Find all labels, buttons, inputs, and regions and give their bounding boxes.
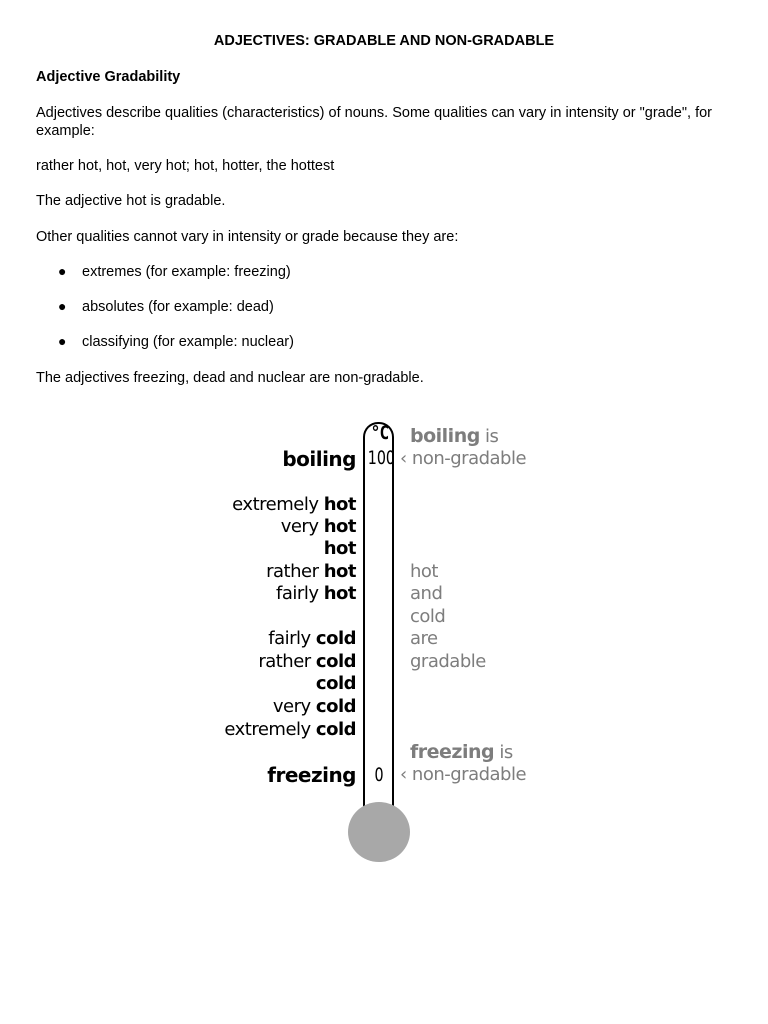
list-item: classifying (for example: nuclear) bbox=[82, 334, 294, 350]
label-hot: hot bbox=[323, 538, 356, 559]
thermometer-tube bbox=[363, 422, 394, 812]
label-extremely-cold: extremely cold bbox=[224, 719, 356, 740]
list-item: extremes (for example: freezing) bbox=[82, 264, 291, 280]
label-boiling: boiling bbox=[282, 447, 356, 471]
page-title: ADJECTIVES: GRADABLE AND NON-GRADABLE bbox=[213, 33, 555, 49]
intro-paragraph: Adjectives describe qualities (characteristics) of nouns. Some qualities can vary in intensity or "grade", for example: bbox=[36, 105, 712, 139]
right-are: are bbox=[410, 628, 438, 649]
unit-label: °C bbox=[370, 422, 389, 444]
label-extremely-hot: extremely hot bbox=[232, 494, 356, 515]
tick-100: 100 bbox=[367, 447, 395, 469]
list-item: absolutes (for example: dead) bbox=[82, 299, 274, 315]
right-cold: cold bbox=[410, 606, 446, 627]
label-very-hot: very hot bbox=[280, 516, 356, 537]
section-heading: Adjective Gradability bbox=[36, 69, 181, 85]
conclusion-paragraph: The adjectives freezing, dead and nuclear are non-gradable. bbox=[36, 370, 424, 386]
label-freezing: freezing bbox=[267, 763, 356, 787]
bullet-marker: ● bbox=[58, 298, 67, 314]
label-cold: cold bbox=[315, 673, 356, 694]
bullet-marker: ● bbox=[58, 263, 67, 279]
label-very-cold: very cold bbox=[272, 696, 356, 717]
right-non-gradable-top: ‹ non-gradable bbox=[400, 448, 527, 469]
label-fairly-hot: fairly hot bbox=[276, 583, 356, 604]
right-non-gradable-bottom: ‹ non-gradable bbox=[400, 764, 527, 785]
right-gradable: gradable bbox=[410, 651, 486, 672]
right-and: and bbox=[410, 583, 443, 604]
gradable-paragraph: The adjective hot is gradable. bbox=[36, 193, 226, 209]
bullet-marker: ● bbox=[58, 333, 67, 349]
example-paragraph: rather hot, hot, very hot; hot, hotter, the hottest bbox=[36, 158, 335, 174]
right-freezing-is: freezing is bbox=[410, 741, 513, 763]
tick-0: 0 bbox=[374, 764, 384, 786]
label-fairly-cold: fairly cold bbox=[268, 628, 356, 649]
label-rather-cold: rather cold bbox=[258, 651, 356, 672]
thermometer-bulb bbox=[348, 802, 410, 862]
right-hot: hot bbox=[410, 561, 438, 582]
other-paragraph: Other qualities cannot vary in intensity or grade because they are: bbox=[36, 229, 459, 245]
label-rather-hot: rather hot bbox=[266, 561, 356, 582]
right-boiling-is: boiling is bbox=[410, 425, 499, 447]
